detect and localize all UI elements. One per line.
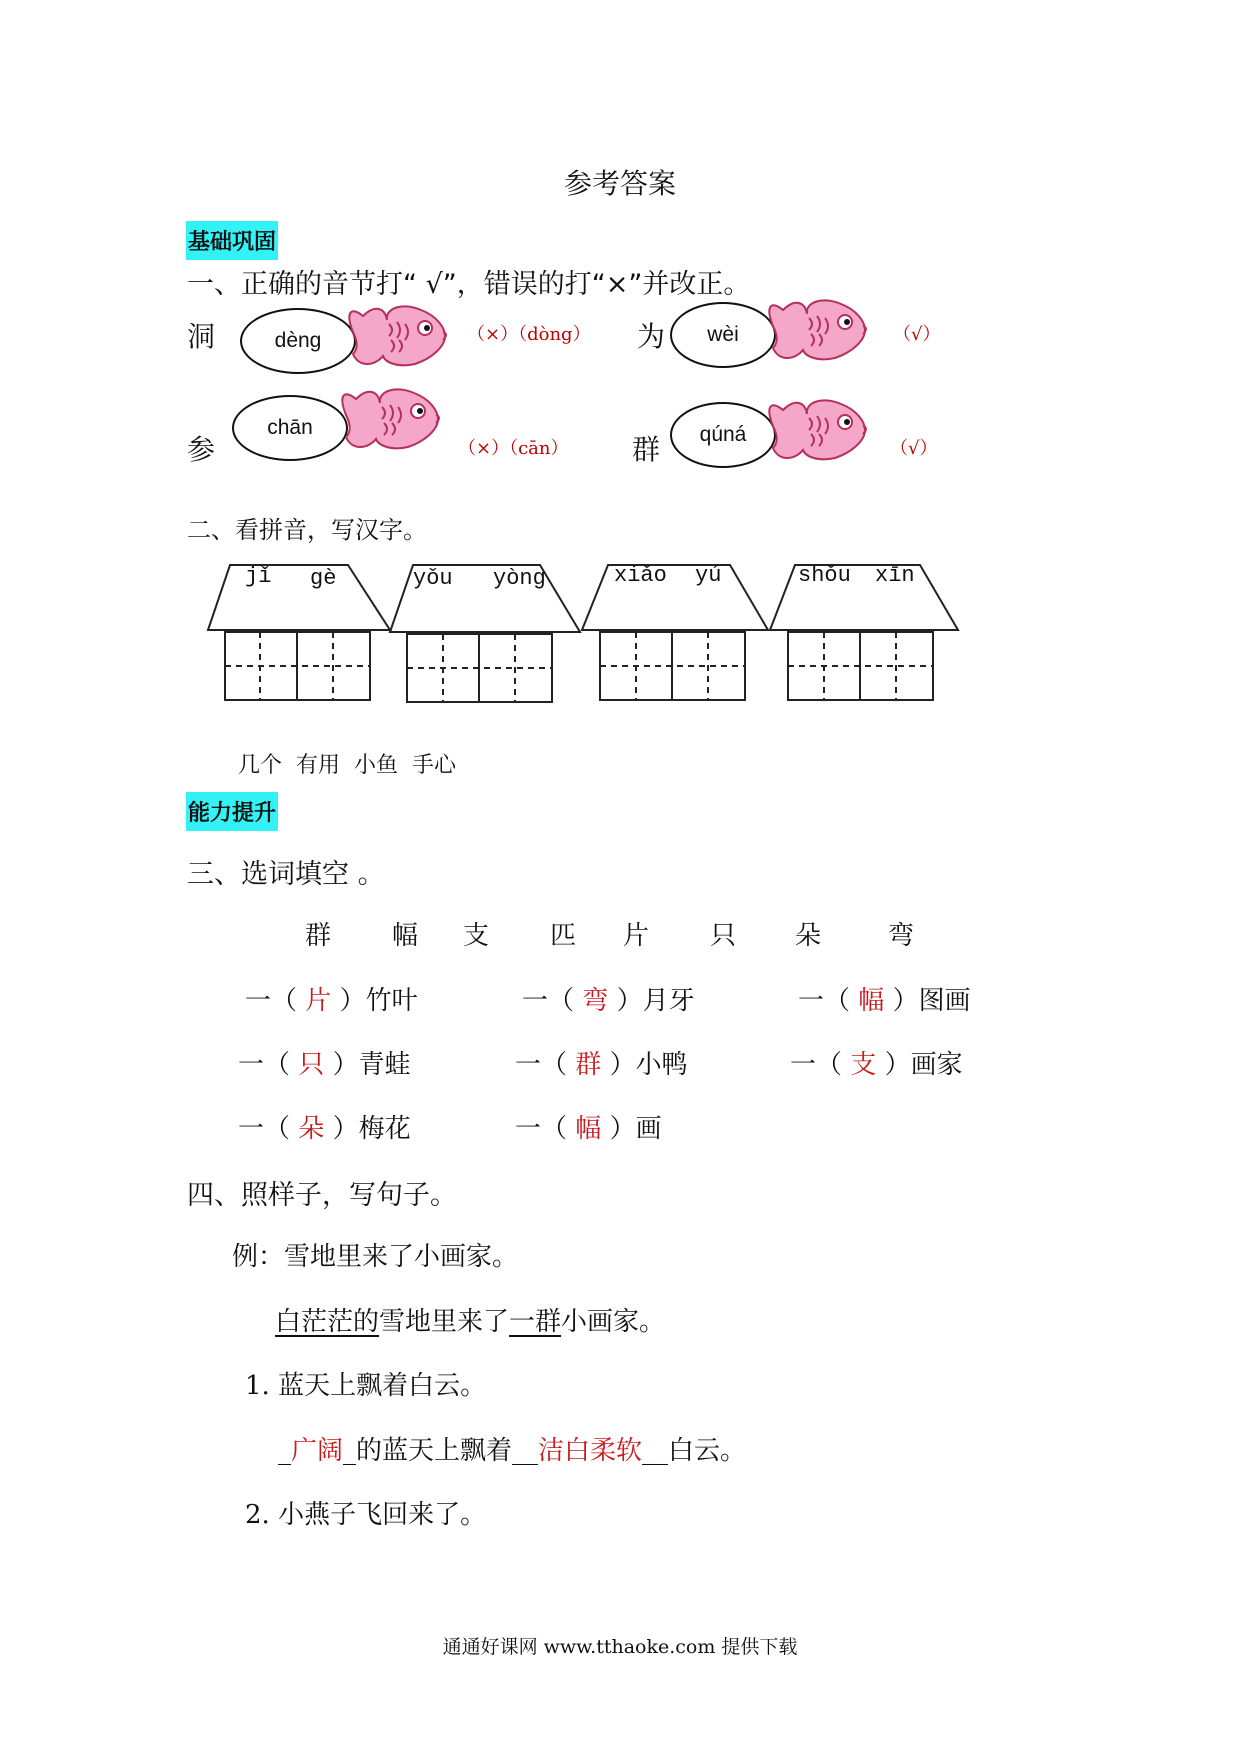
q3-item-1-post: ）竹叶 bbox=[339, 986, 418, 1016]
house-4-py1: shǒu bbox=[798, 563, 851, 588]
house-2-py2: yòng bbox=[493, 566, 546, 591]
house-3-py2: yú bbox=[695, 563, 722, 588]
word-7: 朵 bbox=[795, 921, 822, 951]
q3-item-6-pre: 一（ bbox=[790, 1050, 843, 1080]
word-8: 弯 bbox=[888, 921, 915, 951]
pinyin-oval-4: qúná bbox=[670, 402, 776, 468]
q3-item-4-answer: 只 bbox=[298, 1050, 325, 1080]
q3-item-3-pre: 一（ bbox=[798, 986, 851, 1016]
q4-example-part-1: 白茫茫的 bbox=[275, 1307, 380, 1337]
q4-item-1-answer-2: 的蓝天上飘着 bbox=[356, 1436, 513, 1466]
house-4-py2: xīn bbox=[875, 563, 915, 588]
q3-item-4 bbox=[238, 1044, 411, 1081]
q3-item-2-post: ）月牙 bbox=[616, 986, 695, 1016]
q4-item-1-answer-3: 洁白柔软 bbox=[538, 1436, 643, 1466]
pinyin-oval-3: chān bbox=[232, 395, 348, 461]
q3-item-3 bbox=[798, 980, 971, 1017]
q3-item-5-post: ）小鸭 bbox=[609, 1050, 688, 1080]
q1-correction-1: （dòng） bbox=[518, 324, 591, 345]
q4-item-2: 2. 小燕子飞回来了。 bbox=[245, 1500, 487, 1530]
q1-heading: 一、正确的音节打“ √”，错误的打“×”并改正。 bbox=[187, 269, 751, 300]
house-roof-3 bbox=[582, 565, 768, 630]
page-footer: 通通好课网 www.tthaoke.com 提供下载 bbox=[442, 1636, 798, 1658]
q4-item-1-answer: _广阔_的蓝天上飘着__洁白柔软__白云。 bbox=[278, 1436, 747, 1466]
q4-example-answer bbox=[275, 1301, 665, 1338]
house-roof-1 bbox=[208, 565, 390, 630]
q3-item-7-pre: 一（ bbox=[238, 1114, 291, 1144]
q1-mark-1 bbox=[467, 320, 591, 346]
q2-heading: 二、看拼音，写汉字。 bbox=[187, 516, 427, 544]
q4-example-part-3: 一群 bbox=[509, 1307, 562, 1337]
q3-item-3-post: ）图画 bbox=[892, 986, 971, 1016]
q1-mark-2: （√） bbox=[893, 324, 941, 345]
page-title: 参考答案 bbox=[563, 167, 676, 200]
fish-icon bbox=[345, 302, 451, 374]
q4-example: 例：雪地里来了小画家。 bbox=[232, 1242, 519, 1272]
q1-char-3: 参 bbox=[187, 433, 216, 466]
q1-mark-4: （√） bbox=[890, 438, 938, 459]
q4-example-part-4: 小画家。 bbox=[561, 1307, 666, 1337]
house-1-py1: jǐ bbox=[245, 564, 272, 589]
q4-item-1-answer-4: 白云。 bbox=[668, 1436, 747, 1466]
q3-item-7-answer: 朵 bbox=[298, 1114, 325, 1144]
word-3: 支 bbox=[463, 921, 490, 951]
q1-mark-1-text: （×） bbox=[467, 324, 519, 345]
word-2: 幅 bbox=[392, 921, 419, 951]
q4-example-part-2: 雪地里来了 bbox=[379, 1307, 510, 1337]
q4-item-1-answer-1: 广阔 bbox=[291, 1436, 344, 1466]
q3-item-5-pre: 一（ bbox=[515, 1050, 568, 1080]
q3-heading: 三、选词填空 。 bbox=[187, 859, 385, 890]
pinyin-oval-1: dèng bbox=[240, 308, 356, 374]
q3-item-5 bbox=[515, 1044, 688, 1081]
q3-item-6-answer: 支 bbox=[850, 1050, 877, 1080]
house-1-py2: gè bbox=[310, 566, 337, 591]
q3-item-8-pre: 一（ bbox=[515, 1114, 568, 1144]
word-5: 片 bbox=[623, 921, 650, 951]
fish-icon bbox=[765, 396, 871, 468]
q3-item-8-answer: 幅 bbox=[575, 1114, 602, 1144]
q3-item-7 bbox=[238, 1108, 411, 1145]
q3-item-1-pre: 一（ bbox=[245, 986, 298, 1016]
q3-item-3-answer: 幅 bbox=[858, 986, 885, 1016]
q1-char-4: 群 bbox=[632, 433, 661, 466]
section-tag-ability: 能力提升 bbox=[186, 792, 278, 831]
q3-item-8 bbox=[515, 1108, 662, 1145]
q3-item-8-post: ）画 bbox=[609, 1114, 662, 1144]
house-2-py1: yǒu bbox=[413, 566, 453, 591]
fish-icon bbox=[338, 385, 444, 457]
q1-correction-3: （cān） bbox=[509, 438, 569, 459]
word-1: 群 bbox=[305, 921, 332, 951]
q1-mark-3-text: （×） bbox=[458, 438, 510, 459]
q4-item-1: 1. 蓝天上飘着白云。 bbox=[245, 1371, 487, 1401]
pinyin-oval-2: wèi bbox=[670, 302, 776, 368]
word-4: 匹 bbox=[550, 921, 577, 951]
fish-icon bbox=[765, 296, 871, 368]
q2-answer: 几个 有用 小鱼 手心 bbox=[238, 753, 456, 778]
q1-mark-3 bbox=[458, 434, 569, 460]
q1-char-1: 洞 bbox=[187, 320, 216, 353]
q3-item-4-post: ）青蛙 bbox=[332, 1050, 411, 1080]
q3-item-1 bbox=[245, 980, 418, 1017]
q4-heading: 四、照样子，写句子。 bbox=[187, 1180, 457, 1211]
house-3-py1: xiǎo bbox=[614, 563, 667, 588]
q3-item-2-answer: 弯 bbox=[582, 986, 609, 1016]
q3-item-7-post: ）梅花 bbox=[332, 1114, 411, 1144]
q3-item-1-answer: 片 bbox=[305, 986, 332, 1016]
q1-char-2: 为 bbox=[637, 320, 666, 353]
word-6: 只 bbox=[710, 921, 737, 951]
q3-item-6 bbox=[790, 1044, 963, 1081]
q3-item-2-pre: 一（ bbox=[522, 986, 575, 1016]
q3-item-6-post: ）画家 bbox=[884, 1050, 963, 1080]
section-tag-basic: 基础巩固 bbox=[186, 221, 278, 260]
q3-item-4-pre: 一（ bbox=[238, 1050, 291, 1080]
q3-item-5-answer: 群 bbox=[575, 1050, 602, 1080]
q3-item-2 bbox=[522, 980, 695, 1017]
